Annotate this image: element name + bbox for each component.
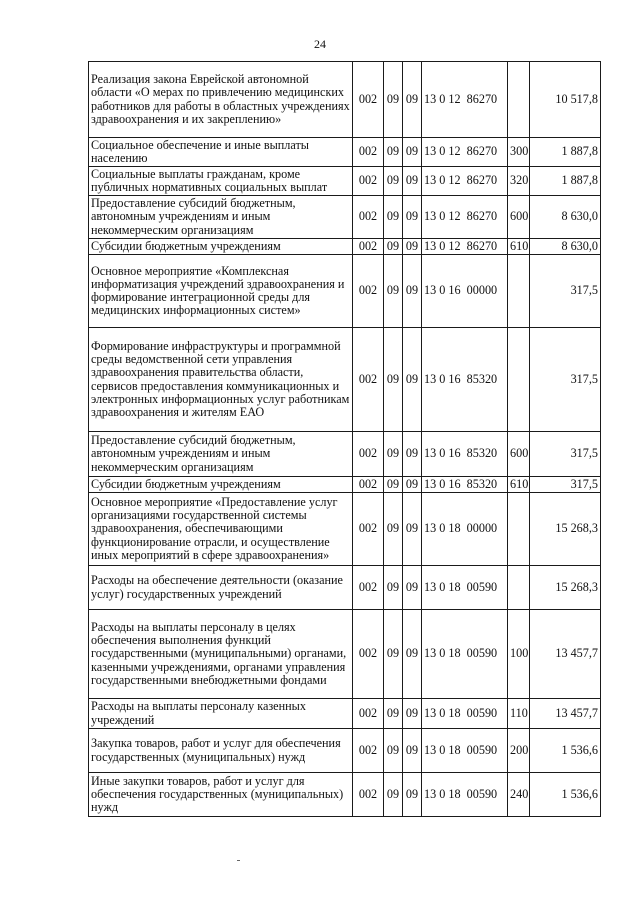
row-section: 09 — [384, 167, 403, 196]
table-row — [89, 255, 601, 328]
row-expense-type — [508, 328, 530, 432]
row-amount: 1 536,6 — [530, 729, 601, 773]
row-subsection: 09 — [403, 699, 422, 729]
row-expense-type: 100 — [508, 610, 530, 699]
table-row — [89, 196, 601, 239]
row-section: 09 — [384, 328, 403, 432]
table-row — [89, 239, 601, 255]
row-target-article: 13 0 16 85320 — [422, 477, 508, 493]
row-name: Расходы на выплаты персоналу казенных учреждений — [89, 699, 353, 729]
row-target-article: 13 0 18 00000 — [422, 493, 508, 566]
row-section: 09 — [384, 699, 403, 729]
row-expense-type — [508, 493, 530, 566]
row-section: 09 — [384, 196, 403, 239]
row-expense-type: 300 — [508, 138, 530, 167]
row-name: Расходы на обеспечение деятельности (оказание услуг) государственных учреждений — [89, 566, 353, 610]
row-section: 09 — [384, 610, 403, 699]
row-amount: 317,5 — [530, 255, 601, 328]
table-row — [89, 432, 601, 477]
row-section: 09 — [384, 493, 403, 566]
row-grbs: 002 — [353, 328, 384, 432]
row-grbs: 002 — [353, 432, 384, 477]
row-target-article: 13 0 12 86270 — [422, 196, 508, 239]
row-amount: 317,5 — [530, 432, 601, 477]
row-expense-type: 110 — [508, 699, 530, 729]
row-grbs: 002 — [353, 699, 384, 729]
row-target-article: 13 0 12 86270 — [422, 167, 508, 196]
row-grbs: 002 — [353, 566, 384, 610]
scan-speck — [237, 860, 240, 861]
row-amount: 317,5 — [530, 328, 601, 432]
row-section: 09 — [384, 729, 403, 773]
row-subsection: 09 — [403, 196, 422, 239]
row-grbs: 002 — [353, 493, 384, 566]
row-name: Предоставление субсидий бюджетным, автономным учреждениям и иным некоммерческим организациям — [89, 432, 353, 477]
table-row — [89, 610, 601, 699]
row-subsection: 09 — [403, 432, 422, 477]
row-target-article: 13 0 18 00590 — [422, 699, 508, 729]
row-expense-type — [508, 255, 530, 328]
row-amount: 13 457,7 — [530, 699, 601, 729]
row-target-article: 13 0 18 00590 — [422, 566, 508, 610]
row-expense-type — [508, 566, 530, 610]
row-name: Формирование инфраструктуры и программной среды ведомственной сети управления здравоохранения правительства области, сервисов предоставления коммуникационных и электронных информационных услуг работникам здравоохранения и жителям ЕАО — [89, 328, 353, 432]
row-expense-type: 320 — [508, 167, 530, 196]
row-target-article: 13 0 18 00590 — [422, 729, 508, 773]
row-name: Реализация закона Еврейской автономной области «О мерах по привлечению медицинских работников для работы в областных учреждениях здравоохранения и их закреплению» — [89, 62, 353, 138]
row-subsection: 09 — [403, 477, 422, 493]
row-name: Субсидии бюджетным учреждениям — [89, 239, 353, 255]
row-amount: 15 268,3 — [530, 493, 601, 566]
row-grbs: 002 — [353, 477, 384, 493]
row-expense-type: 600 — [508, 432, 530, 477]
row-name: Предоставление субсидий бюджетным, автономным учреждениям и иным некоммерческим организациям — [89, 196, 353, 239]
row-expense-type: 610 — [508, 239, 530, 255]
table-row — [89, 62, 601, 138]
row-amount: 1 887,8 — [530, 138, 601, 167]
row-section: 09 — [384, 432, 403, 477]
row-target-article: 13 0 18 00590 — [422, 773, 508, 817]
table-row — [89, 699, 601, 729]
row-grbs: 002 — [353, 196, 384, 239]
row-grbs: 002 — [353, 773, 384, 817]
row-target-article: 13 0 16 85320 — [422, 328, 508, 432]
row-subsection: 09 — [403, 255, 422, 328]
row-section: 09 — [384, 239, 403, 255]
row-amount: 13 457,7 — [530, 610, 601, 699]
row-amount: 8 630,0 — [530, 239, 601, 255]
row-name: Иные закупки товаров, работ и услуг для обеспечения государственных (муниципальных) нужд — [89, 773, 353, 817]
page-number: 24 — [314, 37, 326, 51]
row-name: Закупка товаров, работ и услуг для обеспечения государственных (муниципальных) нужд — [89, 729, 353, 773]
row-target-article: 13 0 18 00590 — [422, 610, 508, 699]
row-amount: 1 536,6 — [530, 773, 601, 817]
row-section: 09 — [384, 566, 403, 610]
table-row — [89, 729, 601, 773]
row-name: Социальное обеспечение и иные выплаты населению — [89, 138, 353, 167]
row-section: 09 — [384, 773, 403, 817]
row-subsection: 09 — [403, 328, 422, 432]
row-subsection: 09 — [403, 729, 422, 773]
row-subsection: 09 — [403, 610, 422, 699]
row-amount: 1 887,8 — [530, 167, 601, 196]
table-row — [89, 328, 601, 432]
row-grbs: 002 — [353, 255, 384, 328]
row-expense-type — [508, 62, 530, 138]
row-subsection: 09 — [403, 566, 422, 610]
row-expense-type: 610 — [508, 477, 530, 493]
row-amount: 8 630,0 — [530, 196, 601, 239]
row-expense-type: 240 — [508, 773, 530, 817]
table-row — [89, 493, 601, 566]
row-expense-type: 200 — [508, 729, 530, 773]
row-grbs: 002 — [353, 239, 384, 255]
row-subsection: 09 — [403, 493, 422, 566]
row-target-article: 13 0 12 86270 — [422, 239, 508, 255]
row-subsection: 09 — [403, 62, 422, 138]
row-target-article: 13 0 12 86270 — [422, 62, 508, 138]
row-name: Расходы на выплаты персоналу в целях обеспечения выполнения функций государственными (муниципальными) органами, казенными учреждениями, органами управления государственными внебюджетными фондами — [89, 610, 353, 699]
row-name: Субсидии бюджетным учреждениям — [89, 477, 353, 493]
row-section: 09 — [384, 62, 403, 138]
budget-table — [88, 61, 601, 817]
row-amount: 317,5 — [530, 477, 601, 493]
row-amount: 10 517,8 — [530, 62, 601, 138]
table-row — [89, 477, 601, 493]
row-name: Основное мероприятие «Предоставление услуг организациями государственной системы здравоохранения, обеспечивающими функционирование отрасли, и осуществление иных мероприятий в сфере здравоохранения» — [89, 493, 353, 566]
row-name: Основное мероприятие «Комплексная информатизация учреждений здравоохранения и формирование интеграционной среды для медицинских информационных систем» — [89, 255, 353, 328]
table-row — [89, 566, 601, 610]
table-row — [89, 167, 601, 196]
row-expense-type: 600 — [508, 196, 530, 239]
row-grbs: 002 — [353, 138, 384, 167]
row-subsection: 09 — [403, 239, 422, 255]
row-section: 09 — [384, 255, 403, 328]
table-row — [89, 773, 601, 817]
row-grbs: 002 — [353, 167, 384, 196]
row-subsection: 09 — [403, 138, 422, 167]
row-grbs: 002 — [353, 729, 384, 773]
row-target-article: 13 0 16 85320 — [422, 432, 508, 477]
row-name: Социальные выплаты гражданам, кроме публичных нормативных социальных выплат — [89, 167, 353, 196]
row-subsection: 09 — [403, 773, 422, 817]
row-amount: 15 268,3 — [530, 566, 601, 610]
row-target-article: 13 0 12 86270 — [422, 138, 508, 167]
row-grbs: 002 — [353, 62, 384, 138]
row-subsection: 09 — [403, 167, 422, 196]
row-grbs: 002 — [353, 610, 384, 699]
row-section: 09 — [384, 138, 403, 167]
row-target-article: 13 0 16 00000 — [422, 255, 508, 328]
row-section: 09 — [384, 477, 403, 493]
table-row — [89, 138, 601, 167]
